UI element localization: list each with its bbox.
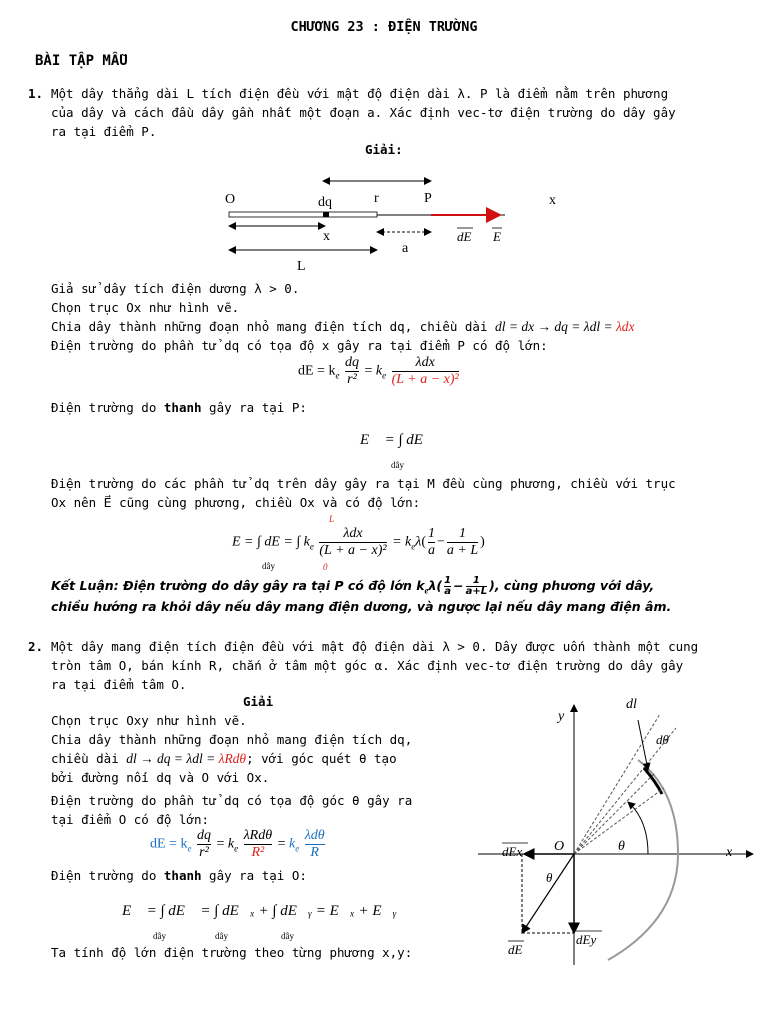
eq1-den2: (L + a − x)² [391, 372, 459, 387]
problem-2-line-2: tròn tâm O, bán kính R, chắn ở tâm một góc α. Xác định vec-tơ điện trường do dây gây [51, 658, 684, 673]
dq-label: dq [318, 195, 332, 210]
eq3-right: = k [392, 534, 412, 550]
de-label: dE [508, 942, 523, 957]
eq4-d1: r² [197, 844, 211, 861]
charged-rod [229, 212, 377, 217]
eq3-num: λdx [343, 526, 363, 541]
text-divide-rod-c: λdx [615, 319, 635, 334]
eq3-den: (L + a − x)² [319, 543, 387, 558]
p2-text-axis: Chọn trục Oxy như hình vẽ. [51, 713, 247, 728]
text-divide-rod [51, 317, 635, 336]
p2-text-element: Điện trường do phần tử dq có tọa độ góc θ gây ra [51, 793, 413, 808]
p2-text-angle: bởi đường nối dq và O với Ox. [51, 770, 270, 785]
eq1-den1: r² [345, 371, 359, 388]
eq1-num1: dq [344, 355, 359, 370]
eq2-subscript: dây [391, 460, 404, 470]
p2-text-rod-field-a: Điện trường do [51, 868, 164, 883]
conclusion-line-1: Kết Luận: Điện trường do dây gây ra tại P có độ lớn $k_e\lambda$( $\frac{1}{a}$ − $\frac{1}{a+L}$ ), cùng phương với dây, [51, 575, 655, 597]
de-label: dE [457, 229, 472, 244]
p2-text-rod-field [51, 866, 307, 885]
eq4-d3: R [305, 844, 325, 861]
dq-element [323, 212, 329, 217]
problem-2-solution-label: Giải [243, 694, 274, 709]
p2-text-length-a: chiều dài [51, 751, 127, 766]
x-axis-label: x [549, 193, 556, 208]
problem-2-number: 2. [28, 639, 44, 654]
eq5-subscript-2: dây [215, 931, 228, 941]
x-axis-label: x [726, 845, 733, 860]
p2-text-length-c: λRdθ [218, 751, 247, 766]
eq4-n2: λRdθ [243, 828, 273, 843]
dl-label: dl [626, 697, 637, 712]
text-rod-field-b: thanh [163, 400, 202, 415]
dashed-line-1 [574, 714, 660, 854]
p2-text-components: Ta tính độ lớn điện trường theo từng phương x,y: [51, 945, 413, 960]
p2-text-rod-field-c: gây ra tại O: [201, 868, 307, 883]
eq1-num2: λdx [415, 355, 435, 370]
eq4-n3: λdθ [304, 828, 325, 843]
eq3-f1d: a [427, 543, 435, 558]
text-rod-field [51, 398, 307, 417]
x-label: x [323, 229, 330, 244]
equation-e-result: E = ∫ dE = ∫ $k_e$ $\frac{\text{λdx}}{\text{(L + a − x)²}}$ = $k_e\lambda$( $\frac{1}{a}$ − $\frac{1}{a + L}$ ) [232, 526, 485, 558]
p2-text-length-b: dl → dq = λdl = [126, 751, 219, 766]
dashed-line-4 [574, 774, 654, 854]
de-vector [522, 854, 574, 933]
conclusion-a: Kết Luận: Điện trường do dây gây ra tại P có độ lớn k [51, 578, 425, 593]
eq3-f2n: 1 [459, 526, 466, 541]
eq3-f2d: a + L [446, 543, 479, 558]
eq4-d2: R² [244, 844, 273, 861]
text-element-field: Điện trường do phần tử dq có tọa độ x gây ra tại điểm P có độ lớn: [51, 338, 548, 353]
problem-1-line-2: của dây và cách đầu dây gần nhất một đoạn a. Xác định vec-tơ điện trường do dây gây [51, 105, 676, 120]
p2-text-divide: Chia dây thành những đoạn nhỏ mang điện tích dq, [51, 732, 413, 747]
problem-2-line-3: ra tại điểm tâm O. [51, 677, 187, 692]
equation-e-components: E⃗ = ∫ dE⃗ = ∫ dE⃗ₓ + ∫ dE⃗ᵧ = E⃗ₓ + E⃗ᵧ [122, 903, 397, 919]
charged-arc [608, 760, 678, 960]
origin-label: O [554, 839, 565, 854]
arc-field-diagram [478, 690, 763, 970]
eq3-upper-limit: L [329, 514, 335, 524]
eq3-f1n: 1 [427, 526, 435, 541]
eq5-subscript-1: dây [153, 931, 166, 941]
text-rod-field-c: gây ra tại P: [201, 400, 307, 415]
problem-1-line-3: ra tại điểm P. [51, 124, 157, 139]
e-label: E [493, 229, 501, 244]
p2-text-magnitude: tại điểm O có độ lớn: [51, 812, 210, 827]
text-divide-rod-a: Chia dây thành những đoạn nhỏ mang điện tích dq, chiều dài [51, 319, 496, 334]
text-divide-rod-b: dl = dx → dq = λdl = [495, 319, 616, 334]
problem-1-line-1: Một dây thẳng dài L tích điện đều với mật độ điện dài λ. P là điểm nằm trên phương [51, 86, 669, 101]
theta-arc [628, 802, 648, 854]
origin-label: O [225, 192, 236, 207]
l-label: L [297, 259, 306, 274]
dey-label: dEy [576, 932, 597, 947]
conclusion-line-2: chiều hướng ra khỏi dây nếu dây mang điện dương, và ngược lại nếu dây mang điện âm. [51, 599, 672, 614]
section-heading: BÀI TẬP MẪU [35, 53, 128, 69]
text-assume-positive: Giả sử dây tích điện dương λ > 0. [51, 281, 300, 296]
eq1-lhs: dE = k [298, 363, 336, 379]
point-p-label: P [424, 191, 432, 206]
problem-1-solution-label: Giải: [365, 142, 403, 157]
eq3-left: E = ∫ dE = ∫ k [232, 534, 310, 550]
p2-text-length-d: ; với góc quét θ tạo [246, 751, 397, 766]
a-label: a [402, 241, 409, 256]
equation-de-rod: dE = $k_e$ $\frac{dq}{\text{r²}}$ = $k_e$ $\frac{\text{λdx}}{\text{(L + a − x)²}}$ [298, 355, 459, 387]
text-choose-axis: Chọn trục Ox như hình vẽ. [51, 300, 240, 315]
problem-1-number: 1. [28, 86, 44, 101]
dex-label: dEx [502, 844, 523, 859]
text-same-direction: Điện trường do các phần tử dq trên dây gây ra tại M đều cùng phương, chiều với trục [51, 476, 676, 491]
problem-2-line-1: Một dây mang điện tích điện đều với mật độ điện dài λ > 0. Dây được uốn thành một cung [51, 639, 699, 654]
r-label: r [374, 191, 379, 206]
text-magnitude: Ox nên E⃗ cũng cùng phương, chiều Ox và có độ lớn: [51, 495, 421, 510]
equation-de-arc: dE = $k_e$ $\frac{dq}{\text{r²}}$ = $k_e$ $\frac{\text{λRdθ}}{\text{R²}}$ = $k_e$ $\frac{\text{λdθ}}{R}$ [150, 828, 325, 860]
conclusion-b: , cùng phương với dây, [494, 578, 655, 593]
p2-text-rod-field-b: thanh [163, 868, 202, 883]
theta-label-2: θ [546, 870, 553, 885]
y-axis-label: y [558, 709, 565, 724]
p2-text-length [51, 749, 397, 768]
equation-e-integral: E⃗ = ∫ dE⃗ [360, 432, 435, 448]
theta-label: θ [618, 839, 625, 854]
eq5-subscript-3: dây [281, 931, 294, 941]
text-rod-field-a: Điện trường do [51, 400, 164, 415]
rod-field-diagram [215, 168, 575, 278]
eq4-n1: dq [196, 828, 211, 843]
dl-pointer [638, 720, 648, 770]
eq3-lower-limit: 0 [323, 562, 328, 572]
eq4-lhs: dE = k [150, 836, 188, 852]
eq3-subscript: dây [262, 561, 275, 571]
page-title: CHƯƠNG 23 : ĐIỆN TRƯỜNG [290, 19, 478, 35]
dtheta-label: dθ [656, 732, 669, 747]
